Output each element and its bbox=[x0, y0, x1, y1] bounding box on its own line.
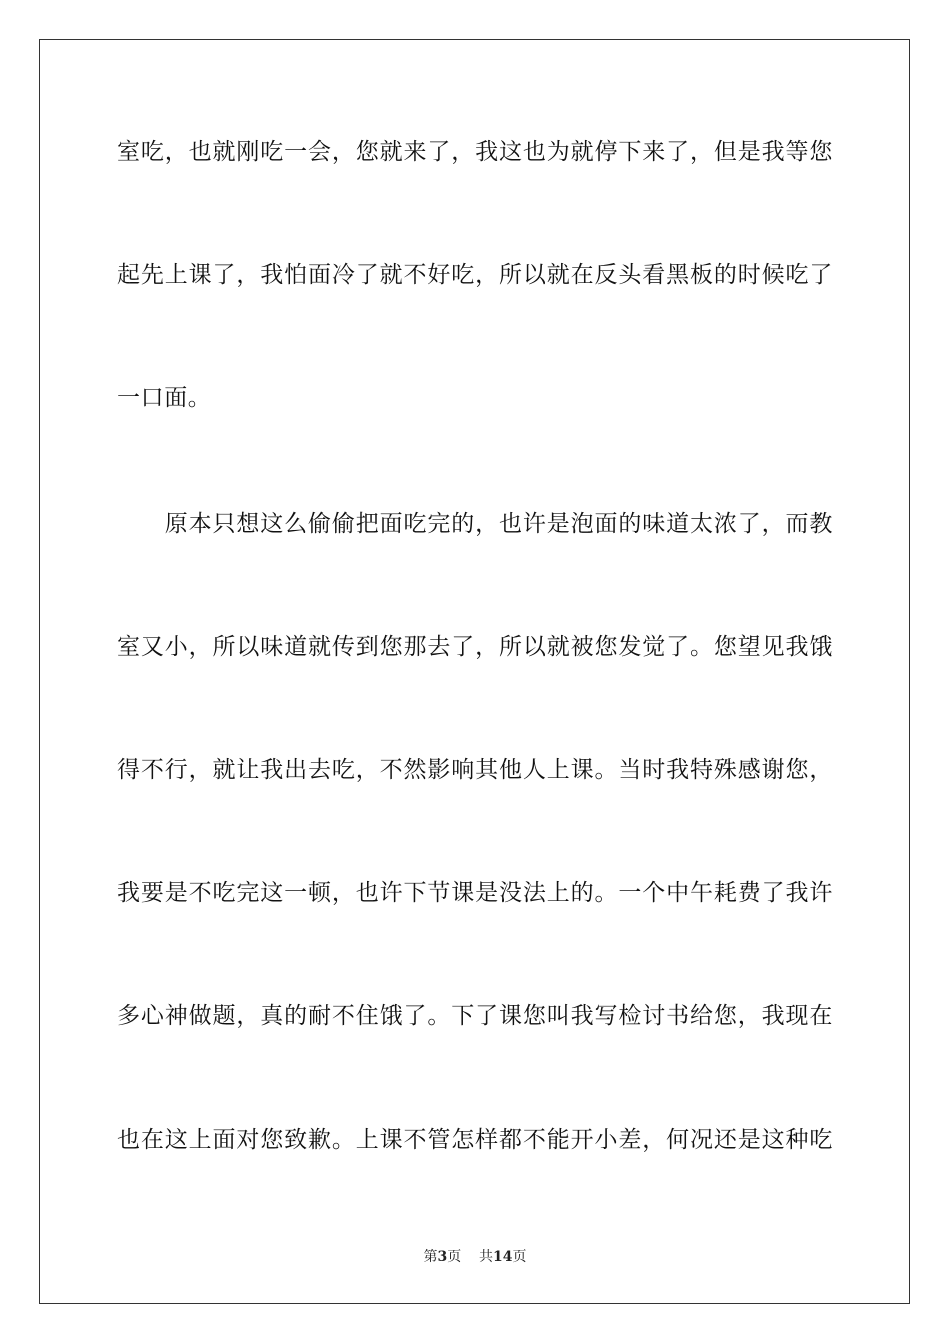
page-footer bbox=[0, 1248, 950, 1266]
total-pages: 14 bbox=[493, 1249, 513, 1265]
text-line: 室又小，所以味道就传到您那去了，所以就被您发觉了。您望见我饿 bbox=[117, 634, 833, 660]
page-border bbox=[39, 39, 910, 1304]
text-line: 起先上课了，我怕面冷了就不好吃，所以就在反头看黑板的时候吃了 bbox=[117, 262, 833, 288]
page-label: 第 bbox=[423, 1249, 438, 1265]
text-line: 一口面。 bbox=[117, 385, 212, 411]
page-number: 3 bbox=[437, 1249, 448, 1265]
page-unit: 页 bbox=[447, 1249, 462, 1265]
text-line: 也在这上面对您致歉。上课不管怎样都不能开小差，何况还是这种吃 bbox=[117, 1127, 833, 1153]
text-line: 多心神做题，真的耐不住饿了。下了课您叫我写检讨书给您，我现在 bbox=[117, 1003, 833, 1029]
text-line: 室吃，也就刚吃一会，您就来了，我这也为就停下来了，但是我等您 bbox=[117, 139, 833, 165]
text-line: 我要是不吃完这一顿，也许下节课是没法上的。一个中午耗费了我许 bbox=[117, 880, 833, 906]
text-line: 得不行，就让我出去吃，不然影响其他人上课。当时我特殊感谢您， bbox=[117, 757, 833, 783]
total-label: 共 bbox=[479, 1249, 494, 1265]
text-line: 原本只想这么偷偷把面吃完的，也许是泡面的味道太浓了，而教 bbox=[117, 511, 833, 537]
total-unit: 页 bbox=[512, 1249, 527, 1265]
